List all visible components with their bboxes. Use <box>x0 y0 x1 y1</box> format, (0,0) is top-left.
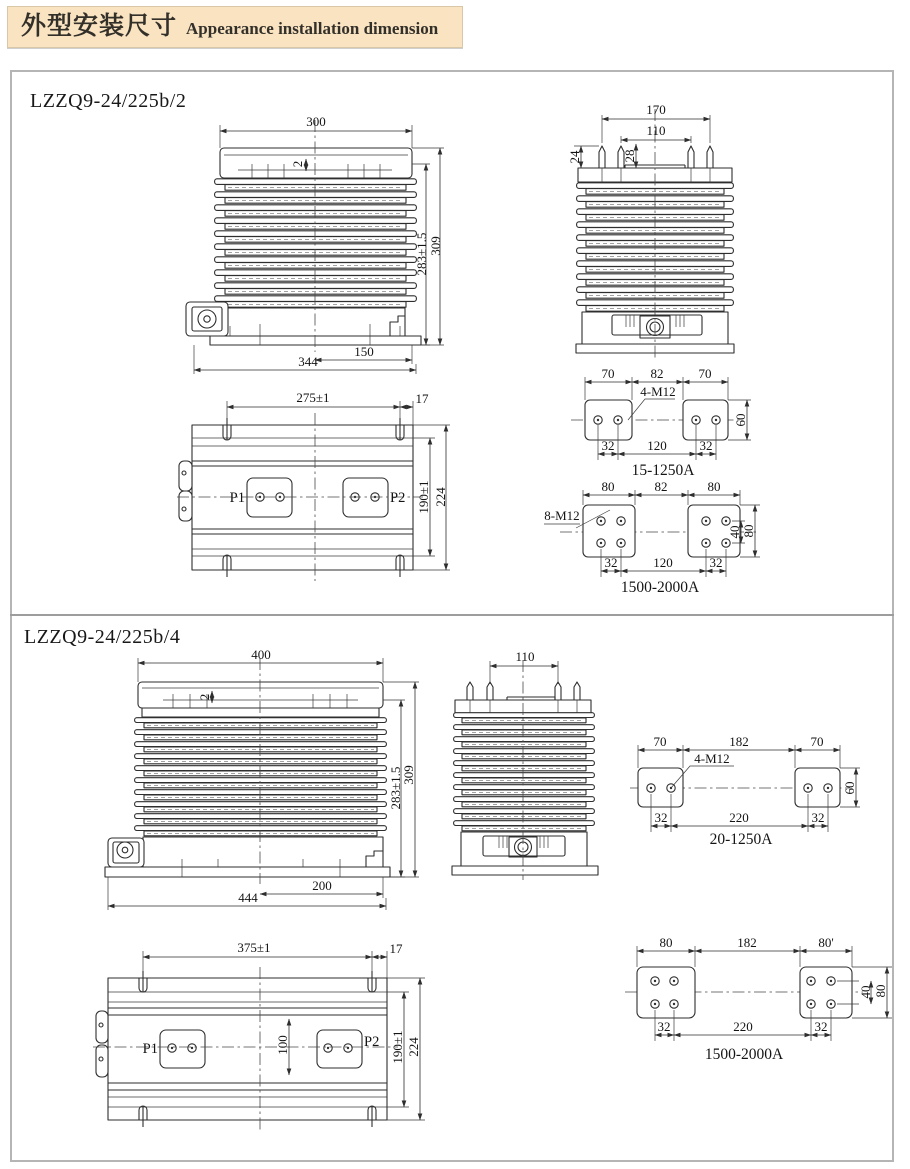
dim-edge-offset: 17 <box>389 941 403 956</box>
dim-right-pad: 70 <box>698 366 712 381</box>
terminal-detail-15-1250A <box>565 368 810 483</box>
dim-left-pad: 70 <box>601 366 615 381</box>
side-terminal-profile <box>96 1011 108 1077</box>
detail-caption: 20-1250A <box>709 831 773 848</box>
transformer-body <box>576 109 734 358</box>
detail-caption: 1500-2000A <box>620 579 700 596</box>
dim-pin-left: 24 <box>567 150 582 164</box>
base-outline <box>177 413 423 581</box>
dim-pad-height: 60 <box>842 781 857 795</box>
bolt-spec: 4-M12 <box>694 751 730 766</box>
dim-total-height: 224 <box>433 487 448 507</box>
side-terminal-profile <box>179 461 192 521</box>
dim-right-pad: 70 <box>810 734 824 749</box>
front-view-225b4 <box>78 648 423 913</box>
terminal-pads <box>571 400 743 440</box>
terminal-label-p2: P2 <box>364 1034 380 1050</box>
dim-pad-height: 80 <box>873 984 888 998</box>
dim-inner-pins: 110 <box>646 123 666 138</box>
terminal-pads <box>630 768 850 807</box>
dimensions <box>490 649 558 684</box>
detail-caption: 1500-2000A <box>704 1046 784 1063</box>
dim-gap: 182 <box>737 935 757 950</box>
dim-base-width: 344 <box>298 354 318 369</box>
dim-hole-span: 220 <box>733 1019 753 1034</box>
dim-left-pad: 80 <box>659 935 673 950</box>
plan-view-225b2 <box>173 385 463 597</box>
side-view-225b4 <box>443 648 608 883</box>
primary-terminal-p2 <box>343 478 388 517</box>
header-title-en: Appearance installation dimension <box>186 19 439 38</box>
dim-pad-height: 60 <box>733 413 748 427</box>
plan-view-225b4 <box>93 933 440 1161</box>
transformer-body <box>186 120 421 352</box>
dim-mid-height: 100 <box>275 1035 290 1055</box>
primary-terminal-p1 <box>247 478 292 517</box>
front-view-225b2 <box>168 112 468 380</box>
secondary-terminal-box <box>186 302 228 336</box>
dim-cap-step: 2 <box>197 693 212 701</box>
primary-terminal-p2 <box>317 1030 362 1068</box>
terminal-pads <box>625 967 863 1018</box>
dim-left-pad: 80 <box>601 479 615 494</box>
dim-right-holes: 32 <box>699 438 713 453</box>
dim-right-pad: 80 <box>707 479 721 494</box>
terminal-detail-20-1250A <box>628 728 910 848</box>
dim-hole-span: 120 <box>653 555 673 570</box>
dim-body-height: 283±1.5 <box>414 232 429 276</box>
dim-left-holes: 32 <box>654 810 668 825</box>
bolt-spec: 8-M12 <box>544 508 580 523</box>
transformer-body <box>452 660 598 880</box>
dim-body-height: 283±1.5 <box>388 766 403 810</box>
dim-top-width: 400 <box>251 647 271 662</box>
dim-total-height: 309 <box>401 765 416 785</box>
dim-base-half: 150 <box>354 344 374 359</box>
dim-hole-span: 220 <box>729 810 749 825</box>
model-title-225b4: LZZQ9-24/225b/4 <box>24 626 181 648</box>
dim-base-width: 444 <box>238 890 258 905</box>
dim-inner-height: 190±1 <box>416 480 431 514</box>
dim-left-holes: 32 <box>601 438 615 453</box>
dim-pad-height: 80 <box>741 524 756 538</box>
dim-edge-offset: 17 <box>415 391 429 406</box>
dim-right-holes: 32 <box>709 555 723 570</box>
dimensions <box>544 479 760 596</box>
dim-inner-height: 190±1 <box>390 1030 405 1064</box>
dim-left-holes: 32 <box>604 555 618 570</box>
dim-total-height: 309 <box>428 236 443 256</box>
dim-row-gap: 40 <box>727 525 742 539</box>
dim-hole-span: 120 <box>647 438 667 453</box>
dim-base-half: 200 <box>312 878 332 893</box>
dim-inner-pins: 110 <box>515 649 535 664</box>
dim-pin-inner: 28 <box>622 149 637 163</box>
terminal-label-p1: P1 <box>142 1041 158 1057</box>
terminal-label-p2: P2 <box>390 490 406 506</box>
bolt-spec: 4-M12 <box>640 384 676 399</box>
dim-top-width: 300 <box>306 114 326 129</box>
dim-gap: 82 <box>654 479 668 494</box>
secondary-terminal-box <box>108 838 144 867</box>
dim-width: 375±1 <box>237 940 271 955</box>
detail-caption: 15-1250A <box>631 462 695 479</box>
dim-right-holes: 32 <box>814 1019 828 1034</box>
dim-gap: 82 <box>650 366 664 381</box>
terminal-detail-1500-2000A-s1 <box>540 478 814 603</box>
dim-gap: 182 <box>729 734 749 749</box>
dim-left-holes: 32 <box>657 1019 671 1034</box>
dim-right-holes: 32 <box>811 810 825 825</box>
header-title-zh: 外型安装尺寸 <box>21 13 178 40</box>
transformer-body <box>105 658 390 884</box>
dim-width: 275±1 <box>296 390 330 405</box>
dim-row-gap: 40 <box>858 985 873 999</box>
section-divider <box>10 614 894 616</box>
side-view-225b2 <box>562 95 762 367</box>
terminal-label-p1: P1 <box>229 490 245 506</box>
dim-outer-pins: 170 <box>646 102 666 117</box>
base-outline <box>93 967 398 1131</box>
page-header <box>7 6 463 48</box>
dim-left-pad: 70 <box>653 734 667 749</box>
primary-terminal-p1 <box>160 1030 205 1068</box>
dim-cap-step: 2 <box>290 160 305 168</box>
dim-right-pad: 80' <box>818 935 834 950</box>
model-title-225b2: LZZQ9-24/225b/2 <box>30 90 187 112</box>
dim-total-height: 224 <box>406 1037 421 1057</box>
terminal-detail-1500-2000A-s2 <box>623 935 910 1070</box>
